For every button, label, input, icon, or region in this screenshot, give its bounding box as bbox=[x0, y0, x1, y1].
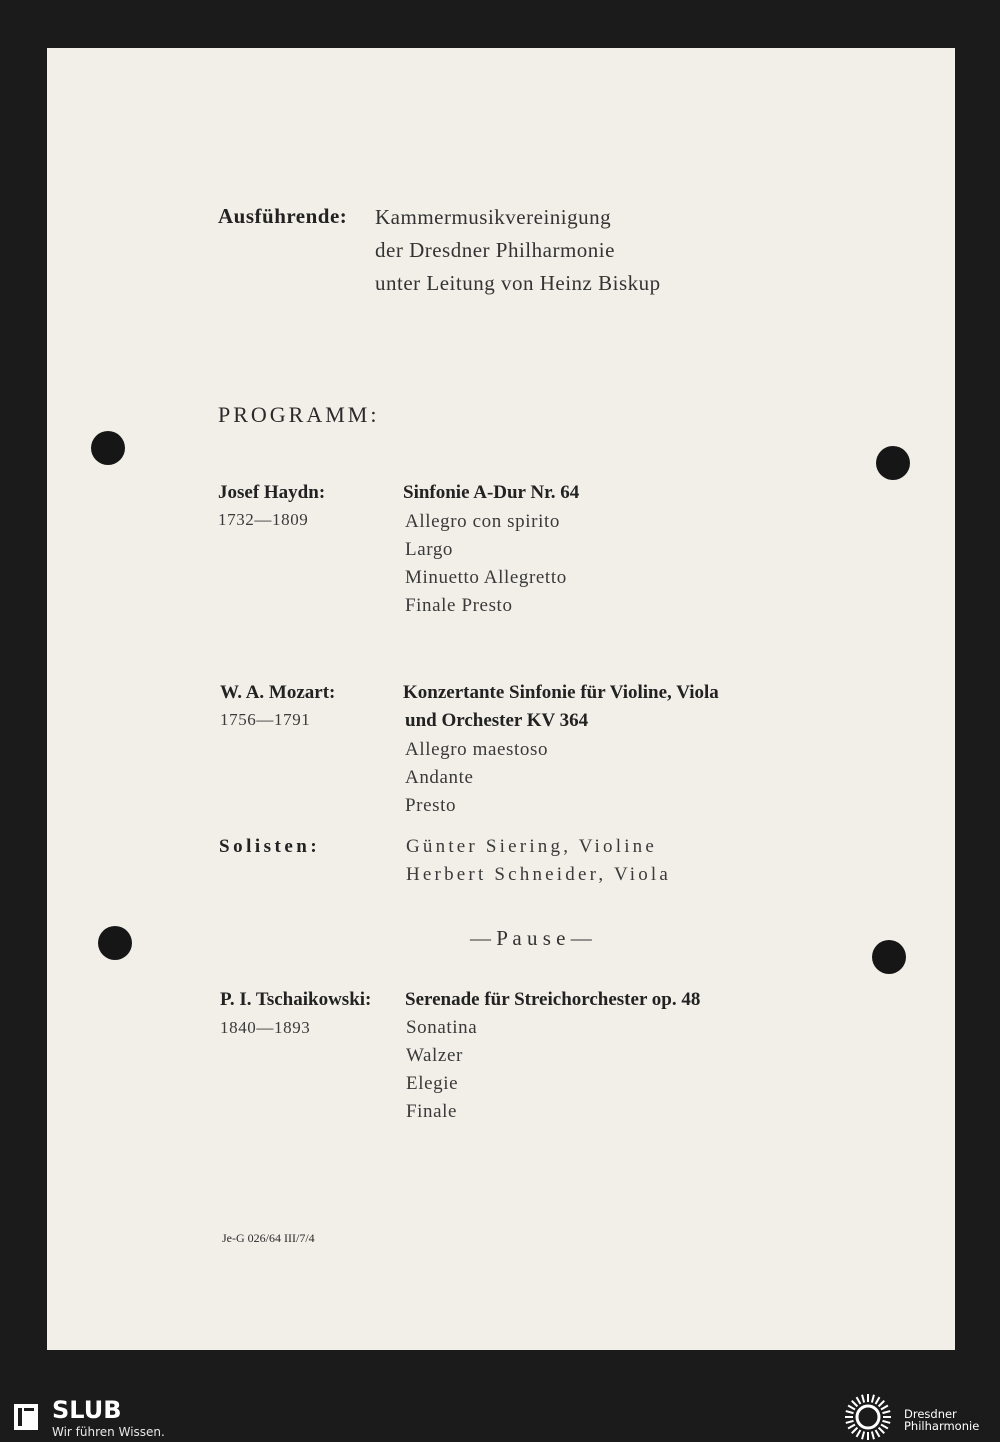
work-title-tschaikowski: Serenade für Streichorchester op. 48 bbox=[405, 989, 701, 1010]
work-title-haydn: Sinfonie A-Dur Nr. 64 bbox=[403, 482, 580, 503]
performers-label: Ausführende: bbox=[218, 204, 348, 228]
logo-ray bbox=[846, 1411, 854, 1413]
work-title-mozart-line-1: Konzertante Sinfonie für Violine, Viola bbox=[403, 682, 719, 703]
movement: Elegie bbox=[406, 1073, 459, 1094]
logo-ray bbox=[857, 1397, 861, 1404]
movement: Finale bbox=[406, 1101, 458, 1122]
movement: Andante bbox=[405, 767, 474, 788]
composer-tschaikowski: P. I. Tschaikowski: bbox=[220, 989, 372, 1010]
logo-ray bbox=[846, 1421, 854, 1423]
logo-ray bbox=[881, 1425, 888, 1429]
performers-line-3: unter Leitung von Heinz Biskup bbox=[375, 271, 661, 295]
logo-ray bbox=[882, 1411, 890, 1413]
logo-ray bbox=[879, 1428, 885, 1434]
movement: Walzer bbox=[406, 1045, 463, 1066]
print-code: Je-G 026/64 III/7/4 bbox=[222, 1231, 315, 1245]
logo-ray bbox=[876, 1397, 880, 1404]
movement: Allegro con spirito bbox=[405, 511, 560, 532]
dresdner-philharmonie-logo-icon[interactable] bbox=[842, 1392, 894, 1442]
slub-brand[interactable]: SLUB bbox=[52, 1396, 122, 1424]
slub-book-icon bbox=[12, 1402, 40, 1432]
logo-ray bbox=[879, 1401, 885, 1407]
logo-ray bbox=[876, 1430, 880, 1437]
logo-ray bbox=[852, 1428, 858, 1434]
logo-ray bbox=[882, 1421, 890, 1423]
logo-ray bbox=[872, 1431, 874, 1439]
movement: Finale Presto bbox=[405, 595, 513, 616]
logo-ray bbox=[848, 1406, 855, 1410]
performers-line-2: der Dresdner Philharmonie bbox=[375, 238, 615, 262]
soloist-name: Herbert Schneider, Viola bbox=[406, 864, 672, 885]
punch-hole-bottom-right bbox=[872, 940, 906, 974]
logo-ray bbox=[852, 1401, 858, 1407]
logo-ray bbox=[848, 1425, 855, 1429]
dp-brand-line-2: Philharmonie bbox=[904, 1419, 980, 1433]
movement: Presto bbox=[405, 795, 457, 816]
years-mozart: 1756—1791 bbox=[220, 710, 311, 729]
soloist-name: Günter Siering, Violine bbox=[406, 836, 658, 857]
composer-mozart: W. A. Mozart: bbox=[220, 682, 336, 703]
movement: Sonatina bbox=[406, 1017, 478, 1038]
movement: Minuetto Allegretto bbox=[405, 567, 567, 588]
dresdner-philharmonie-brand[interactable] bbox=[904, 1408, 979, 1432]
punch-hole-top-left bbox=[91, 431, 125, 465]
movement: Allegro maestoso bbox=[405, 739, 549, 760]
dp-brand-line-1: Dresdner bbox=[904, 1407, 957, 1421]
composer-haydn: Josef Haydn: bbox=[218, 482, 326, 503]
logo-ray bbox=[862, 1395, 864, 1403]
punch-hole-bottom-left bbox=[98, 926, 132, 960]
logo-ray bbox=[881, 1406, 888, 1410]
years-haydn: 1732—1809 bbox=[218, 510, 309, 529]
punch-hole-top-right bbox=[876, 446, 910, 480]
logo-ray bbox=[872, 1395, 874, 1403]
logo-ray bbox=[857, 1430, 861, 1437]
performers-line-1: Kammermusikvereinigung bbox=[375, 205, 612, 229]
slub-tagline: Wir führen Wissen. bbox=[52, 1425, 165, 1439]
pause-label: — P a u s e — bbox=[470, 926, 592, 950]
soloists-label: Solisten: bbox=[219, 836, 321, 857]
program-heading: PROGRAMM: bbox=[218, 402, 380, 427]
movement: Largo bbox=[405, 539, 454, 560]
years-tschaikowski: 1840—1893 bbox=[220, 1018, 311, 1037]
logo-ray bbox=[862, 1431, 864, 1439]
work-title-mozart-line-2: und Orchester KV 364 bbox=[405, 710, 589, 731]
